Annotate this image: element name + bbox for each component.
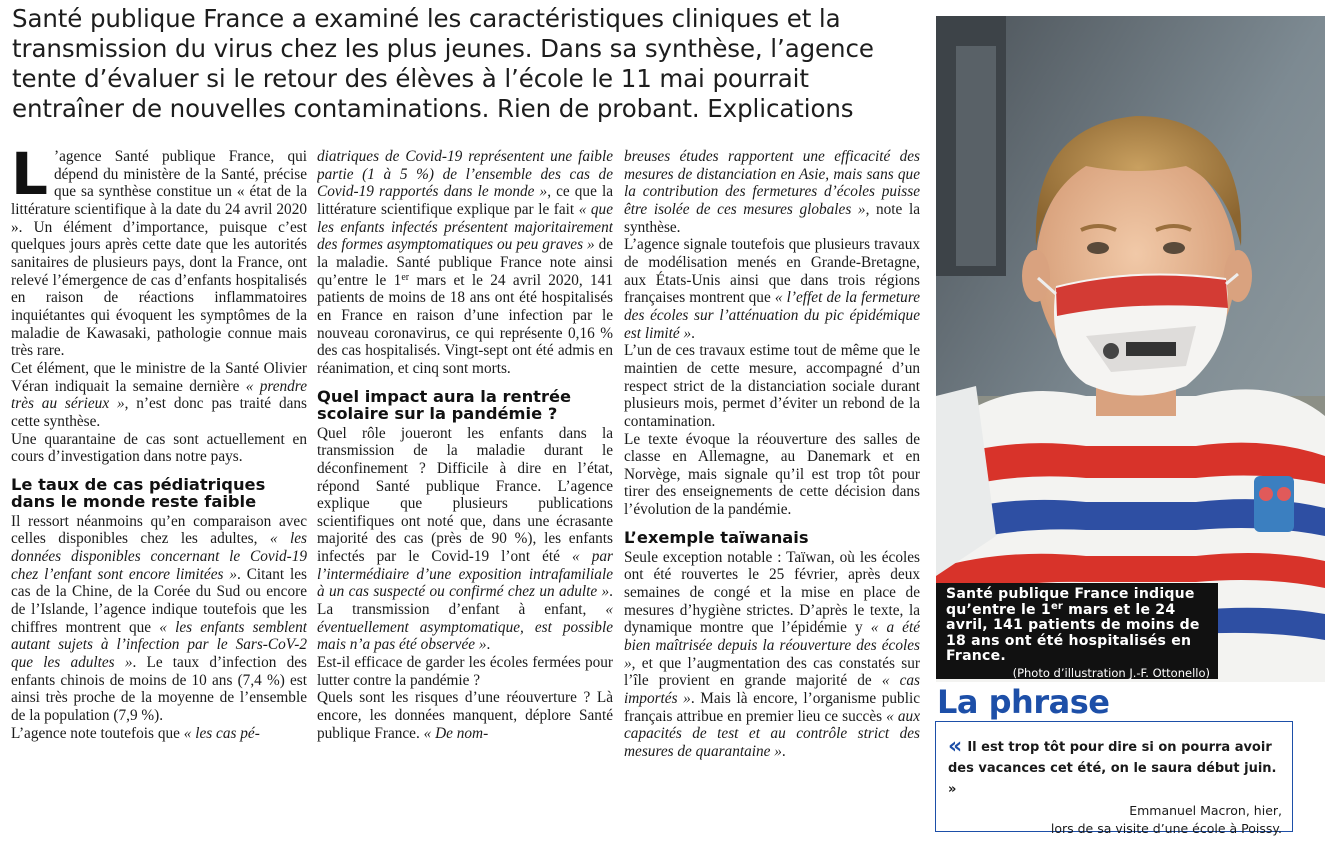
paragraph: Le texte évoque la réouverture des salles de classe en Allemagne, au Danemark et en Norvège, mais signale qu’il est trop tôt pour tirer des enseignements de cette décision dans l’évolution de la pandémie.: [624, 430, 920, 519]
paragraph: Quels sont les risques d’une réouverture ? Là encore, les données manquent, déplore Santé publique France. « De nom-: [317, 689, 613, 742]
drop-cap: L: [11, 148, 48, 208]
paragraph: Il ressort néanmoins qu’en comparaison avec celles disponibles chez les adultes, « les données disponibles concernant le Covid-19 chez l’enfant sont encore limitées ». Citant les cas de la Chine, de la Corée du Sud ou encore de l’Islande, l’agence indique toutefois que les chiffres montrent que « les enfants semblent autant sujets à l’infection par le Sars-CoV-2 que les adultes ». Le taux d’infection des enfants chinois de moins de 10 ans (7,4 %) est ainsi très proche de la moyenne de l’ensemble de la population (7,9 %).: [11, 512, 307, 725]
quote-attribution: Emmanuel Macron, hier, lors de sa visite d’une école à Poissy.: [1050, 803, 1282, 836]
photo-caption: [936, 583, 1218, 679]
paragraph: L’agence note toutefois que « les cas pé-: [11, 724, 260, 742]
paragraph: Cet élément, que le ministre de la Santé Olivier Véran indiquait la semaine dernière « prendre très au sérieux », n’est donc pas traité dans cette synthèse.: [11, 359, 307, 430]
paragraph: L’agence signale toutefois que plusieurs travaux de modélisation menés en Grande-Bretagne, aux États-Unis ainsi que dans trois régions françaises montrent que « l’effet de la fermeture des écoles sur l’atténuation du pic épidémique est limité ».: [624, 236, 920, 342]
paragraph: Quel rôle joueront les enfants dans la transmission de la maladie durant le déconfinement ? Difficile à dire en l’état, répond Santé publique France. L’agence explique que plusieurs publications scientifiques ont noté que, dans une écrasante majorité des cas (près de 90 %), les enfants infectés par le Covid-19 l’ont été « par l’intermédiaire d’une exposition intrafamiliale à un cas suspecté ou confirmé chez un adulte ». La transmission d’enfant à enfant, « éventuellement asymptomatique, est possible mais n’a pas été observée ».: [317, 424, 613, 654]
quote: [948, 736, 1282, 799]
paragraph: Seule exception notable : Taïwan, où les écoles ont été rouvertes le 25 février, après deux semaines de congé et la mise en place de mesures d’hygiène strictes. D’après le texte, la dynamique montre que l’épidémie y « a été bien maîtrisée depuis la réouverture des écoles », et que l’augmentation des cas constatés sur l’île provient en grande majorité de « cas importés ». Mais là encore, l’organisme public français attribue en premier lieu ce succès « aux capacités de test et au contrôle strict des mesures de quarantaine ».: [624, 548, 920, 760]
article-column-3: [624, 148, 920, 838]
paragraph: Est-il efficace de garder les écoles fermées pour lutter contre la pandémie ?: [317, 654, 613, 689]
paragraph: breuses études rapportent une efficacité des mesures de distanciation en Asie, mais sans que la contribution des fermetures d’écoles puisse être isolée de ces mesures globales », note la synthèse.: [624, 148, 920, 236]
article-lede: Santé publique France a examiné les caractéristiques cliniques et la transmission du virus chez les plus jeunes. Dans sa synthèse, l’agence tente d’évaluer si le retour des élèves à l’école le 11 mai pourrait entraîner de nouvelles contaminations. Rien de probant. Explications: [12, 4, 874, 123]
section-subheading: Le taux de cas pédiatriques dans le monde reste faible: [11, 474, 266, 511]
paragraph: Une quarantaine de cas sont actuellement en cours d’investigation dans notre pays.: [11, 430, 307, 466]
paragraph: ’agence Santé publique France, qui dépend du ministère de la Santé, précise que sa synthèse constitue un « état de la littérature scientifique à la date du 24 avril 2020 ». Un élément d’importance, puisque c’est quelques jours après cette date que les autorités sanitaires de plusieurs pays, dont la France, ont relevé l’émergence de cas d’enfants hospitalisés en raison de réactions inflammatoires inquiétantes qui évoquent les symptômes de la maladie de Kawasaki, pathologie connue mais très rare.: [11, 148, 307, 360]
article-column-1: [11, 148, 307, 838]
paragraph: L’un de ces travaux estime tout de même que le maintien de cette mesure, accompagné d’un respect strict de la distanciation sociale durant plusieurs mois, permet d’éviter un rebond de la contamination.: [624, 342, 920, 430]
quote-box: [935, 721, 1293, 836]
caption-text: Santé publique France indique qu’entre le 1er mars et le 24 avril, 141 patients de moins de 18 ans ont été hospitalisés en France.: [946, 586, 1200, 664]
section-subheading: L’exemple taïwanais: [624, 527, 809, 547]
article-column-2: [317, 148, 613, 838]
section-subheading: Quel impact aura la rentrée scolaire sur la pandémie ?: [317, 386, 572, 423]
phrase-title: La phrase: [937, 683, 1110, 721]
quote-text: Il est trop tôt pour dire si on pourra avoir des vacances cet été, on le saura début juin. »: [948, 740, 1277, 797]
paragraph: diatriques de Covid-19 représentent une faible partie (1 à 5 %) de l’ensemble des cas de Covid-19 rapportés dans le monde », ce que la littérature scientifique explique par le fait « que les enfants infectés présentent majoritairement des formes asymptomatiques ou peu graves » de la maladie. Santé publique France note ainsi qu’entre le 1er mars et le 24 avril 2020, 141 patients de moins de 18 ans ont été hospitalisés en France en raison d’une infection par le nouveau coronavirus, ce qui représente 0,16 % des cas hospitalisés. Vingt-sept ont été admis en réanimation, et cinq sont morts.: [317, 148, 613, 377]
quote-mark-icon: «: [948, 734, 963, 759]
photo-credit: (Photo d’illustration J.-F. Ottonello): [1012, 665, 1210, 680]
